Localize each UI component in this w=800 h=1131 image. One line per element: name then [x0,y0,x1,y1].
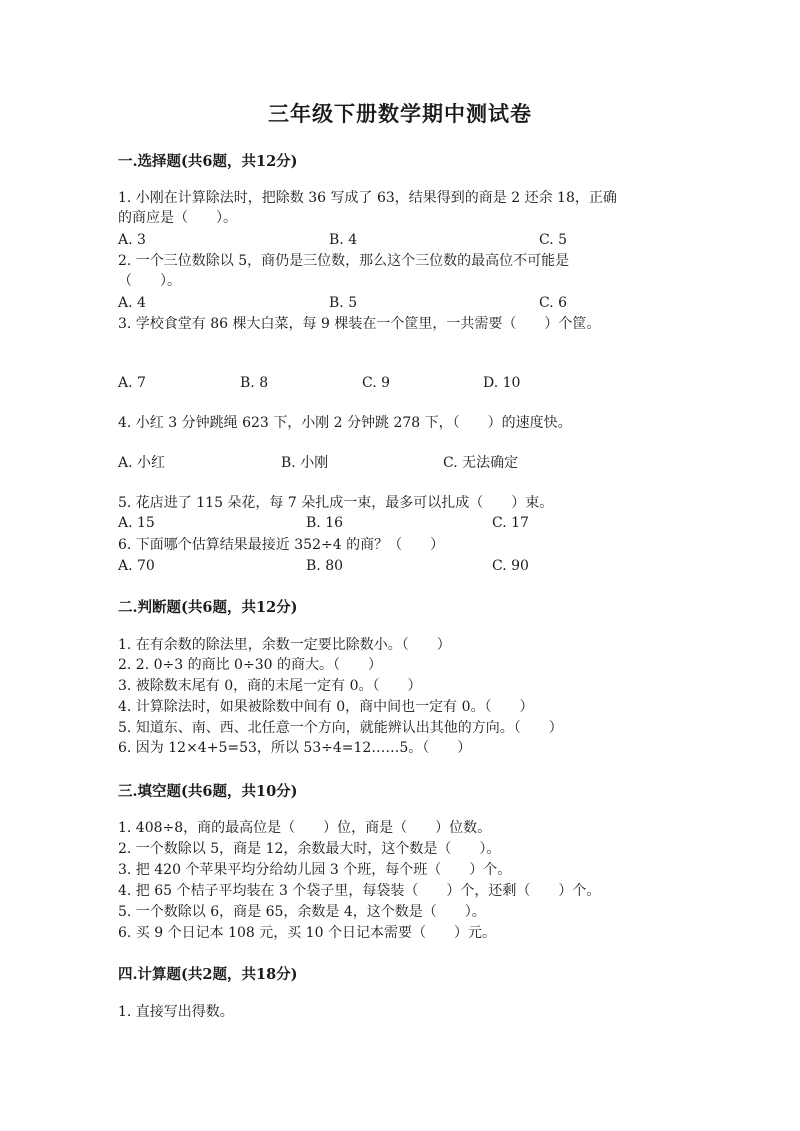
fill-item: 4. 把 65 个桔子平均装在 3 个袋子里，每袋装（ ）个，还剩（ ）个。 [118,883,601,899]
page-title: 三年级下册数学期中测试卷 [268,101,532,126]
judge-item: 6. 因为 12×4+5=53，所以 53÷4=12……5。（ ） [118,740,472,756]
fill-item: 1. 408÷8，商的最高位是（ ）位，商是（ ）位数。 [118,820,492,836]
section-heading-choice: 一.选择题(共6题，共12分) [118,153,298,170]
option-b: B. 5 [329,295,358,311]
option-b: B. 80 [306,558,344,574]
option-b: B. 16 [306,515,344,531]
question-stem: 1. 小刚在计算除法时，把除数 36 写成了 63，结果得到的商是 2 还余 18，正确 [118,190,617,206]
section-heading-judge: 二.判断题(共6题，共12分) [118,599,298,616]
option-b: B. 小刚 [281,455,329,471]
option-c: C. 无法确定 [443,455,519,471]
question-stem: 6. 下面哪个估算结果最接近 352÷4 的商？（ ） [118,537,445,553]
question-stem: 4. 小红 3 分钟跳绳 623 下，小刚 2 分钟跳 278 下，（ ）的速度快。 [118,415,572,431]
calc-item: 1. 直接写出得数。 [118,1004,234,1020]
judge-item: 2. 2. 0÷3 的商比 0÷30 的商大。（ ） [118,657,382,673]
option-a: A. 3 [118,232,146,248]
question-stem: 2. 一个三位数除以 5，商仍是三位数，那么这个三位数的最高位不可能是 [118,253,570,269]
judge-item: 5. 知道东、南、西、北任意一个方向，就能辨认出其他的方向。（ ） [118,720,563,736]
option-c: C. 90 [492,558,529,574]
option-c: C. 6 [539,295,568,311]
option-c: C. 9 [362,375,391,391]
section-heading-fill: 三.填空题(共6题，共10分) [118,783,298,800]
option-c: C. 17 [492,515,529,531]
option-b: B. 4 [329,232,358,248]
question-stem: 3. 学校食堂有 86 棵大白菜，每 9 棵装在一个筐里，一共需要（ ）个筐。 [118,316,601,332]
option-b: B. 8 [240,375,269,391]
fill-item: 6. 买 9 个日记本 108 元，买 10 个日记本需要（ ）元。 [118,925,496,941]
fill-item: 2. 一个数除以 5，商是 12，余数最大时，这个数是（ ）。 [118,841,501,857]
fill-item: 5. 一个数除以 6，商是 65，余数是 4，这个数是（ ）。 [118,904,486,920]
judge-item: 4. 计算除法时，如果被除数中间有 0，商中间也一定有 0。（ ） [118,699,534,715]
option-a: A. 7 [118,375,146,391]
judge-item: 3. 被除数末尾有 0，商的末尾一定有 0。（ ） [118,678,422,694]
option-a: A. 小红 [118,455,166,471]
judge-item: 1. 在有余数的除法里，余数一定要比除数小。（ ） [118,637,451,653]
fill-item: 3. 把 420 个苹果平均分给幼儿园 3 个班，每个班（ ）个。 [118,862,512,878]
option-a: A. 15 [118,515,155,531]
question-stem: 的商应是（ ）。 [118,210,237,226]
option-a: A. 4 [118,295,146,311]
option-d: D. 10 [483,375,521,391]
section-heading-calc: 四.计算题(共2题，共18分) [118,966,298,983]
question-stem: （ ）。 [118,273,181,289]
option-a: A. 70 [118,558,155,574]
question-stem: 5. 花店进了 115 朵花，每 7 朵扎成一束，最多可以扎成（ ）束。 [118,495,554,511]
option-c: C. 5 [539,232,568,248]
